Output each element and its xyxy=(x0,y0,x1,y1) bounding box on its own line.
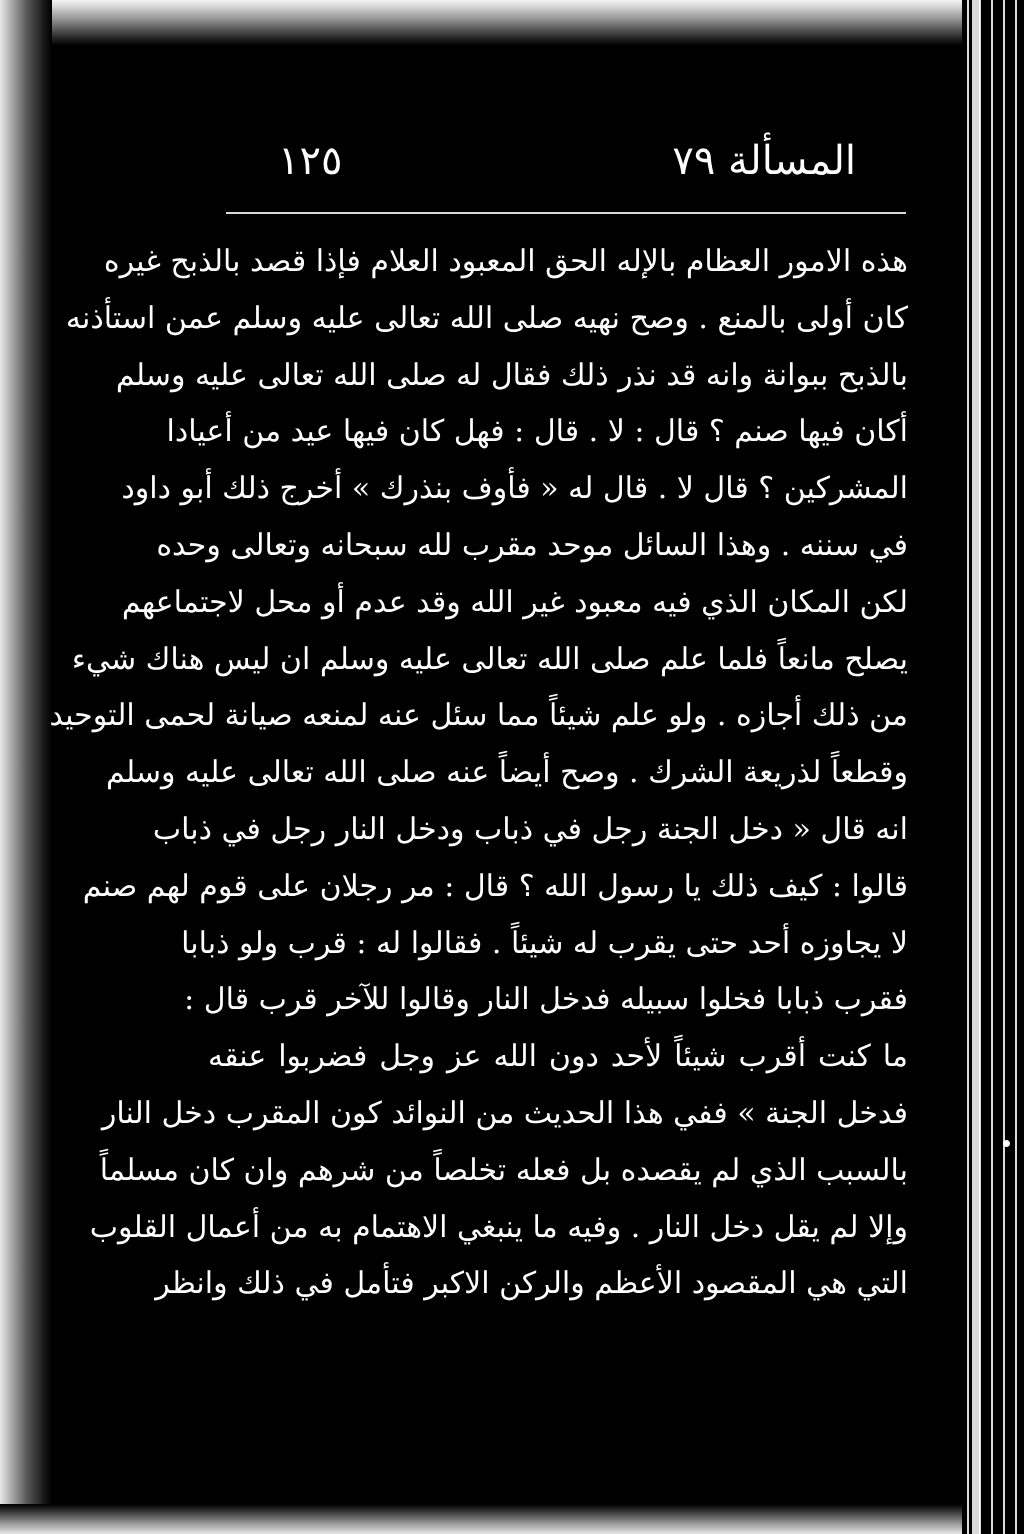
text-line: قالوا : كيف ذلك يا رسول الله ؟ قال : مر رجلان على قوم لهم صنم xyxy=(82,868,908,904)
text-line: في سننه . وهذا السائل موحد مقرب لله سبحانه وتعالى وحده xyxy=(156,527,908,563)
text-line: فدخل الجنة » ففي هذا الحديث من النوائد كون المقرب دخل النار xyxy=(101,1095,908,1131)
page-number: ١٢٥ xyxy=(278,138,343,184)
page-header xyxy=(220,138,910,188)
text-line: ما كنت أقرب شيئاً لأحد دون الله عز وجل فضربوا عنقه xyxy=(208,1039,908,1075)
text-line: لكن المكان الذي فيه معبود غير الله وقد عدم أو محل لاجتماعهم xyxy=(121,584,908,620)
header-rule xyxy=(226,212,906,214)
text-line: هذه الامور العظام بالإله الحق المعبود العلام فإذا قصد بالذبح غيره xyxy=(103,244,908,279)
text-line: فقرب ذبابا فخلوا سبيله فدخل النار وقالوا للآخر قرب قال : xyxy=(184,982,908,1018)
scan-edge-top xyxy=(0,0,1024,46)
text-line: من ذلك أجازه . ولو علم شيئاً مما سئل عنه لمنعه صيانة لحمى التوحيد xyxy=(49,698,908,734)
scan-edge-bottom xyxy=(0,1504,1024,1534)
text-line: يصلح مانعاً فلما علم صلى الله تعالى عليه وسلم ان ليس هناك شيء xyxy=(71,641,908,677)
text-line: أكان فيها صنم ؟ قال : لا . قال : فهل كان فيها عيد من أعيادا xyxy=(166,414,908,450)
text-line: وقطعاً لذريعة الشرك . وصح أيضاً عنه صلى الله تعالى عليه وسلم xyxy=(106,755,908,791)
spine-mark xyxy=(1003,1140,1010,1147)
text-line: بالسبب الذي لم يقصده بل فعله تخلصاً من شرهم وان كان مسلماً xyxy=(99,1152,908,1188)
text-line: المشركين ؟ قال لا . قال له « فأوف بنذرك » أخرج ذلك أبو داود xyxy=(121,471,908,507)
text-line: كان أولى بالمنع . وصح نهيه صلى الله تعالى عليه وسلم عمن استأذنه xyxy=(65,300,908,336)
text-line: بالذبح ببوانة وانه قد نذر ذلك فقال له صلى الله تعالى عليه وسلم xyxy=(115,357,908,393)
text-line: التي هي المقصود الأعظم والركن الاكبر فتأمل في ذلك وانظر xyxy=(155,1266,908,1302)
scan-edge-left xyxy=(0,0,52,1534)
running-head: المسألة ٧٩ xyxy=(672,138,856,184)
text-line: لا يجاوزه أحد حتى يقرب له شيئاً . فقالوا له : قرب ولو ذبابا xyxy=(181,925,908,961)
spine-highlight xyxy=(972,0,980,1534)
text-line: وإلا لم يقل دخل النار . وفيه ما ينبغي الاهتمام به من أعمال القلوب xyxy=(89,1209,908,1245)
text-line: انه قال « دخل الجنة رجل في ذباب ودخل النار رجل في ذباب xyxy=(152,811,908,847)
body-text xyxy=(49,234,908,1313)
